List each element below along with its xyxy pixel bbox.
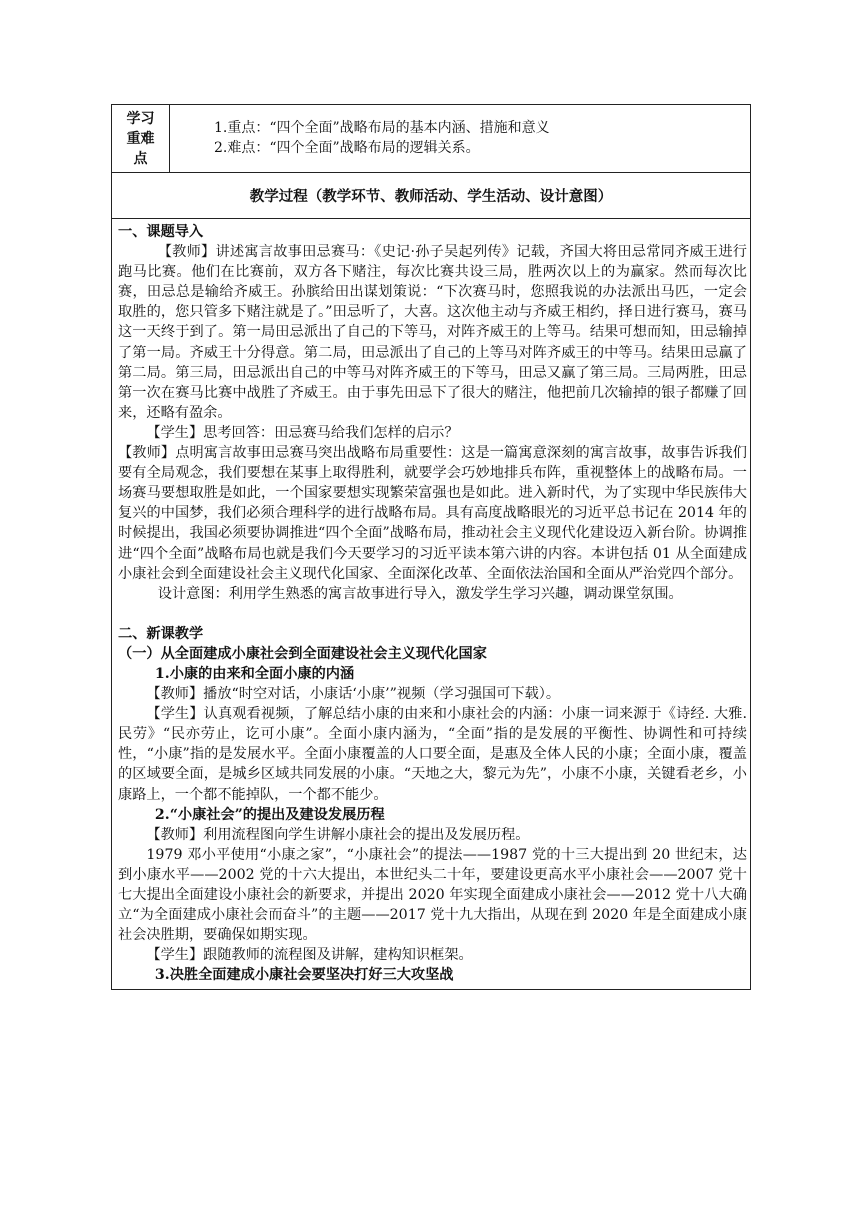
paragraph-design-intent: 设计意图：利用学生熟悉的寓言故事进行导入，激发学生学习兴趣，调动课堂氛围。 bbox=[157, 585, 683, 602]
key-difficult-points-content bbox=[170, 105, 750, 172]
label-line: 点 bbox=[133, 150, 148, 167]
spacer bbox=[118, 604, 747, 624]
teaching-process-heading: 教学过程（教学环节、教师活动、学生活动、设计意图） bbox=[112, 173, 750, 219]
label-line: 学习 bbox=[126, 110, 155, 127]
lesson-plan-table bbox=[111, 104, 751, 990]
heading-three-battles: 3.决胜全面建成小康社会要坚决打好三大攻坚战 bbox=[154, 967, 454, 984]
paragraph-teacher-story: 【教师】讲述寓言故事田忌赛马：《史记·孙子吴起列传》记载，齐国大将田忌常同齐威王进行跑马比赛。他们在比赛前，双方各下赌注，每次比赛共设三局，胜两次以上的为赢家。然而每次比赛，田忌总是输给齐威王。孙膑给田出谋划策说：“下次赛马时，您照我说的办法派出马匹，一定会取胜的，您只管多下赌注就是了。”田忌听了，大喜。这次他主动与齐威王相约，择日进行赛马，赛马这一天终于到了。第一局田忌派出了自己的下等马，对阵齐威王的上等马。结果可想而知，田忌输掉了第一局。齐威王十分得意。第二局，田忌派出了自己的上等马对阵齐威王的中等马。结果田忌赢了第二局。第三局，田忌派出自己的中等马对阵齐威王的下等马，田忌又赢了第三局。三局两胜，田忌第一次在赛马比赛中战胜了齐威王。由于事先田忌下了很大的赌注，他把前几次输掉的银子都赚了回来，还略有盈余。 bbox=[118, 244, 747, 421]
paragraph-student-framework: 【学生】跟随教师的流程图及讲解，建构知识框架。 bbox=[146, 947, 473, 964]
section-title-intro: 一、课题导入 bbox=[118, 224, 204, 240]
key-point: 1.重点：“四个全面”战略布局的基本内涵、措施和意义 bbox=[214, 120, 550, 136]
heading-xiaokang-history: 2.“小康社会”的提出及建设发展历程 bbox=[154, 806, 385, 823]
key-difficult-points-row bbox=[112, 105, 750, 173]
key-difficult-points-label bbox=[112, 105, 170, 172]
paragraph-teacher-video: 【教师】播放“时空对话，小康话‘小康’”视频（学习强国可下载）。 bbox=[146, 686, 561, 703]
paragraph-student-question: 【学生】思考回答：田忌赛马给我们怎样的启示？ bbox=[146, 424, 459, 441]
paragraph-teacher-flowchart: 【教师】利用流程图向学生讲解小康社会的提出及发展历程。 bbox=[146, 826, 530, 843]
teaching-process-body bbox=[112, 219, 750, 989]
paragraph-history-timeline: 1979 邓小平使用“小康之家”，“小康社会”的提法——1987 党的十三大提出到 20 世纪末，达到小康水平——2002 党的十六大提出，本世纪头二十年，要建设更高水平小康社会——2007 党十七大提出全面建设小康社会的新要求，并提出 2020 年实现全面建成小康社会——2012 党十八大确立“为全面建成小康社会而奋斗”的主题——2017 党十九大指出，从现在到 2020 年是全面建成小康社会决胜期，要确保如期实现。 bbox=[118, 846, 747, 944]
subsection-title: （一）从全面建成小康社会到全面建设社会主义现代化国家 bbox=[118, 645, 487, 662]
section-title-new-lesson: 二、新课教学 bbox=[118, 625, 204, 642]
difficult-point: 2.难点：“四个全面”战略布局的逻辑关系。 bbox=[214, 140, 480, 156]
paragraph-teacher-summary: 【教师】点明寓言故事田忌赛马突出战略布局重要性：这是一篇寓意深刻的寓言故事，故事告诉我们要有全局观念，我们要想在某事上取得胜利，就要学会巧妙地排兵布阵，重视整体上的战略布局。一场赛马要想取胜是如此，一个国家要想实现繁荣富强也是如此。进入新时代，为了实现中华民族伟大复兴的中国梦，我们必须合理科学的进行战略布局。具有高度战略眼光的习近平总书记在 2014 年的时候提出，我国必须要协调推进“四个全面”战略布局，推动社会主义现代化建设迈入新台阶。协调推进“四个全面”战略布局也就是我们今天要学习的习近平读本第六讲的内容。本讲包括 01 从全面建成小康社会到全面建设社会主义现代化国家、全面深化改革、全面依法治国和全面从严治党四个部分。 bbox=[118, 445, 747, 582]
heading-xiaokang-origin: 1.小康的由来和全面小康的内涵 bbox=[154, 665, 355, 682]
label-line: 重难 bbox=[126, 130, 155, 147]
paragraph-student-video: 【学生】认真观看视频，了解总结小康的由来和小康社会的内涵：小康一词来源于《诗经. 大雅. 民劳》“民亦劳止，讫可小康”。全面小康内涵为，“全面”指的是发展的平衡性、协调性和可持续性，“小康”指的是发展水平。全面小康覆盖的人口要全面，是惠及全体人民的小康；全面小康，覆盖的区域要全面，是城乡区域共同发展的小康。“天地之大，黎元为先”，小康不小康，关键看老乡，小康路上，一个都不能掉队，一个都不能少。 bbox=[118, 706, 747, 803]
